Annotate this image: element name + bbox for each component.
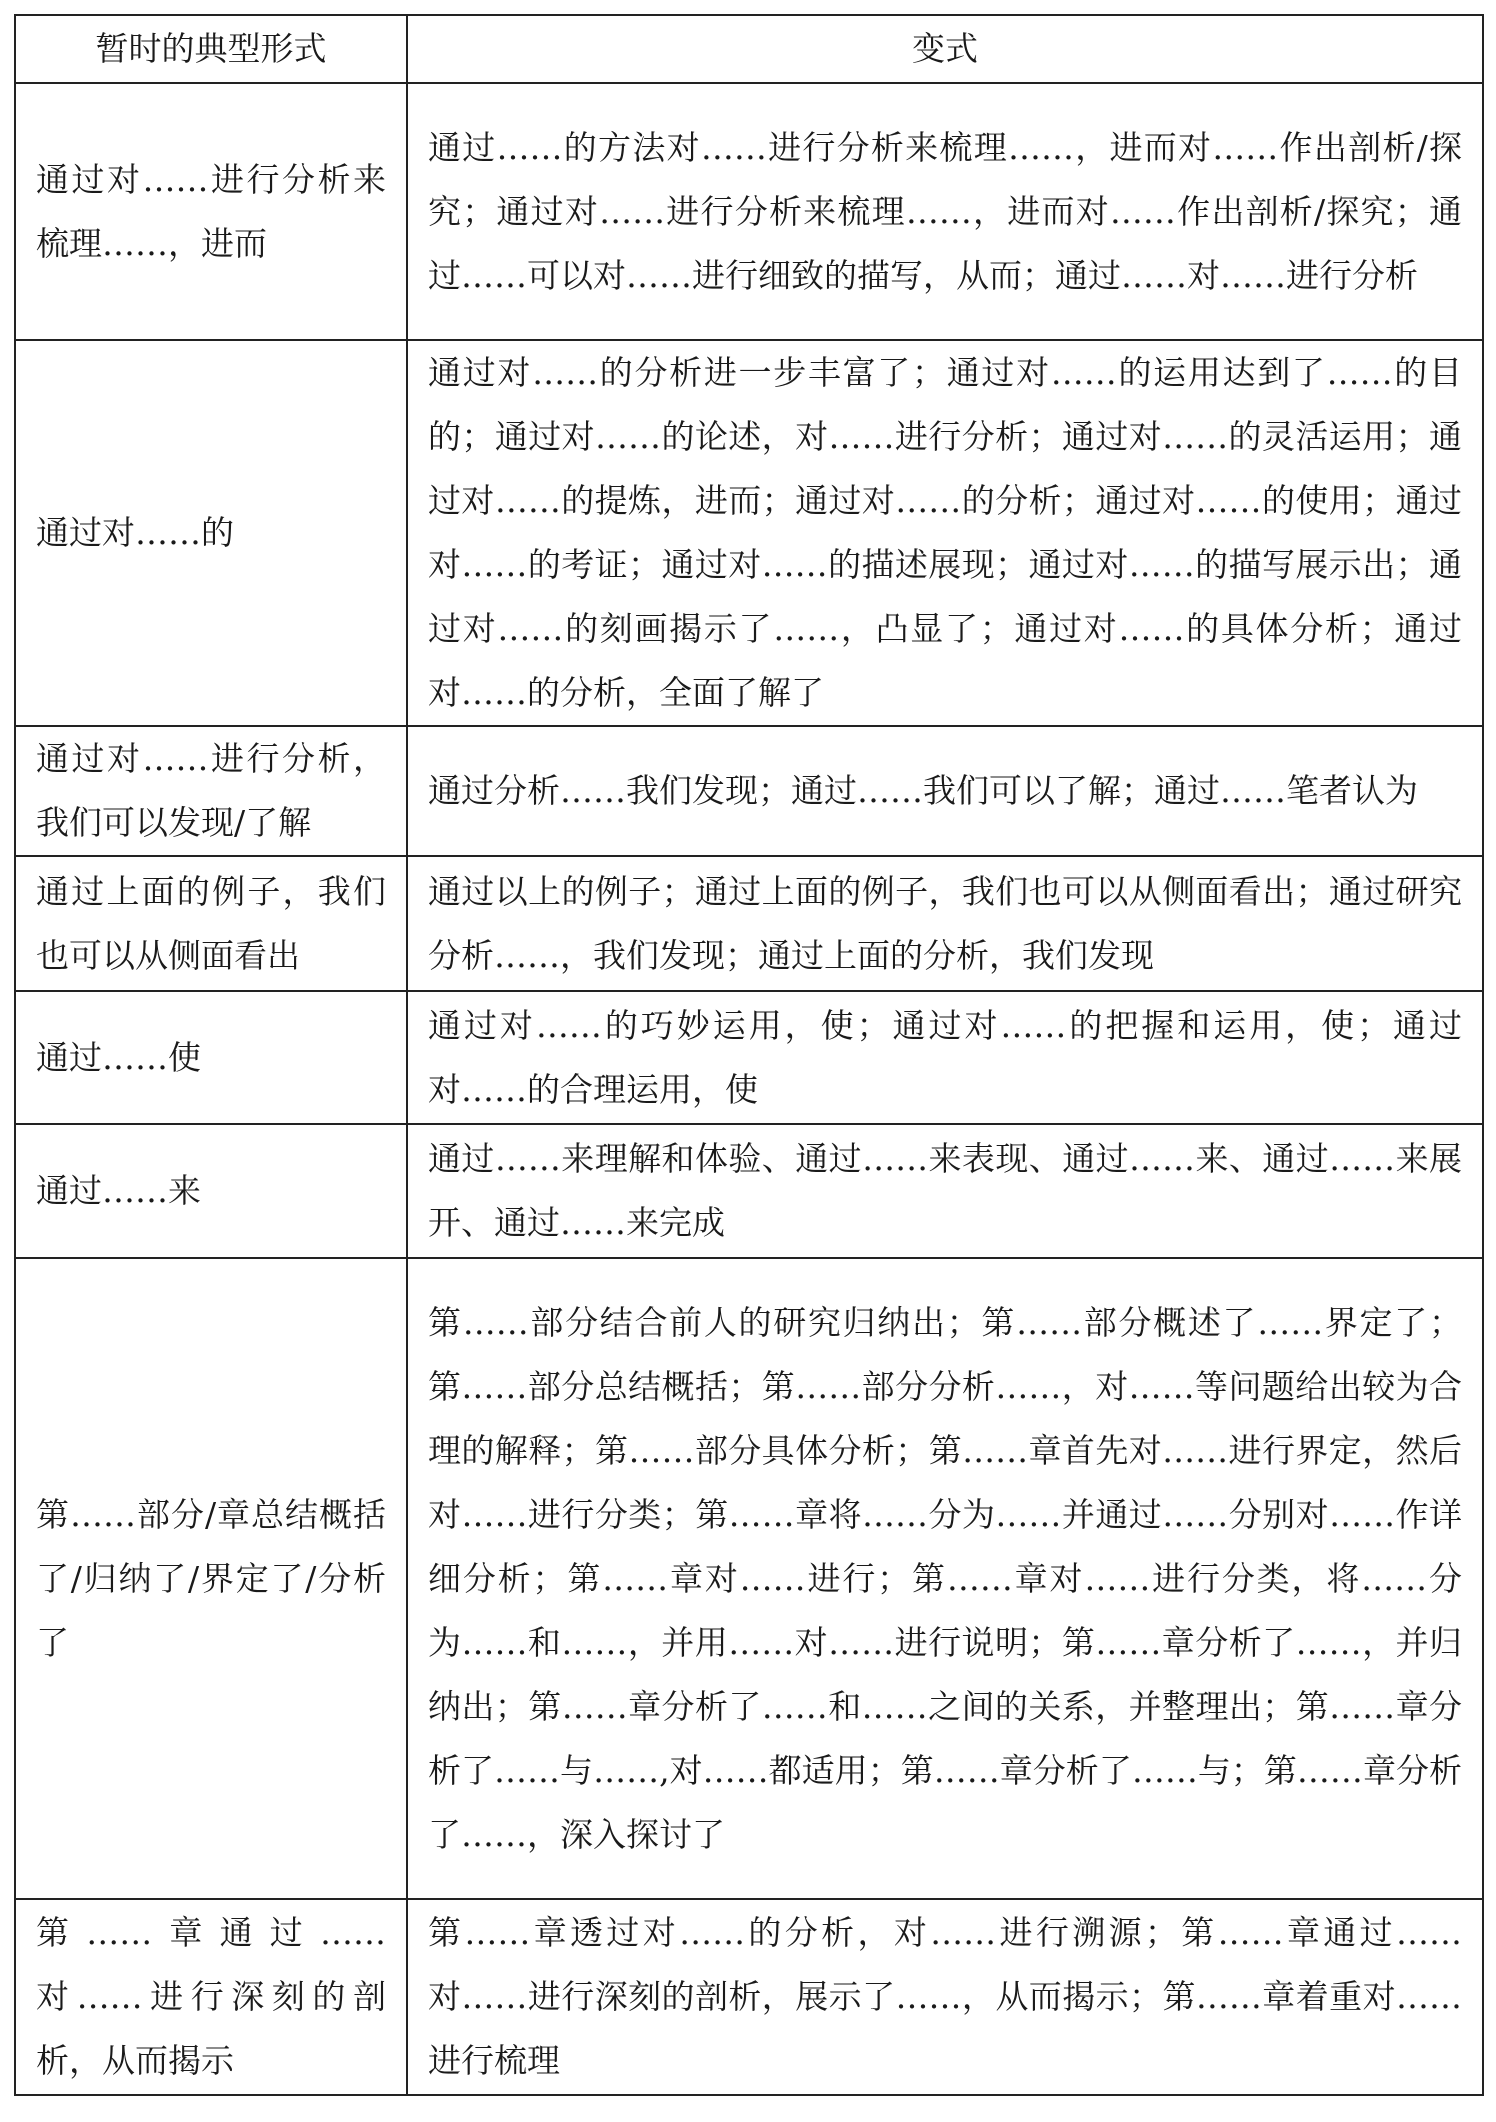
variants-cell: 通过以上的例子；通过上面的例子，我们也可以从侧面看出；通过研究分析……，我们发现；通过上面的分析，我们发现 xyxy=(407,856,1483,991)
typical-form-cell: 第……部分/章总结概括了/归纳了/界定了/分析了 xyxy=(15,1258,407,1899)
table-row xyxy=(15,726,1483,856)
variants-cell: 通过分析……我们发现；通过……我们可以了解；通过……笔者认为 xyxy=(407,726,1483,856)
variants-cell: 通过对……的分析进一步丰富了；通过对……的运用达到了……的目的；通过对……的论述，对……进行分析；通过对……的灵活运用；通过对……的提炼，进而；通过对……的分析；通过对……的使用；通过对……的考证；通过对……的描述展现；通过对……的描写展示出；通过对……的刻画揭示了……，凸显了；通过对……的具体分析；通过对……的分析，全面了解了 xyxy=(407,340,1483,726)
typical-form-cell: 第……章通过……对……进行深刻的剖析，从而揭示 xyxy=(15,1899,407,2095)
variants-cell: 通过……来理解和体验、通过……来表现、通过……来、通过……来展开、通过……来完成 xyxy=(407,1124,1483,1258)
phrase-variant-table xyxy=(14,14,1484,2096)
variants-cell: 通过……的方法对……进行分析来梳理……，进而对……作出剖析/探究；通过对……进行分析来梳理……，进而对……作出剖析/探究；通过……可以对……进行细致的描写，从而；通过……对……进行分析 xyxy=(407,83,1483,340)
typical-form-cell: 通过对……进行分析，我们可以发现/了解 xyxy=(15,726,407,856)
table-header-row xyxy=(15,15,1483,83)
typical-form-cell: 通过对……进行分析来梳理……，进而 xyxy=(15,83,407,340)
typical-form-cell: 通过对……的 xyxy=(15,340,407,726)
table-row xyxy=(15,1124,1483,1258)
typical-form-cell: 通过上面的例子，我们也可以从侧面看出 xyxy=(15,856,407,991)
variants-cell: 第……章透过对……的分析，对……进行溯源；第……章通过……对……进行深刻的剖析，展示了……，从而揭示；第……章着重对……进行梳理 xyxy=(407,1899,1483,2095)
table-row xyxy=(15,991,1483,1124)
variants-cell: 通过对……的巧妙运用，使；通过对……的把握和运用，使；通过对……的合理运用，使 xyxy=(407,991,1483,1124)
table-row xyxy=(15,856,1483,991)
table-row xyxy=(15,1258,1483,1899)
table-row xyxy=(15,1899,1483,2095)
table-row xyxy=(15,340,1483,726)
variants-cell: 第……部分结合前人的研究归纳出；第……部分概述了……界定了；第……部分总结概括；第……部分分析……，对……等问题给出较为合理的解释；第……部分具体分析；第……章首先对……进行界定，然后对……进行分类；第……章将……分为……并通过……分别对……作详细分析；第……章对……进行；第……章对……进行分类，将……分为……和……，并用……对……进行说明；第……章分析了……，并归纳出；第……章分析了……和……之间的关系，并整理出；第……章分析了……与……,对……都适用；第……章分析了……与；第……章分析了……，深入探讨了 xyxy=(407,1258,1483,1899)
typical-form-cell: 通过……使 xyxy=(15,991,407,1124)
column-header-variants: 变式 xyxy=(407,15,1483,83)
typical-form-cell: 通过……来 xyxy=(15,1124,407,1258)
column-header-typical-form: 暂时的典型形式 xyxy=(15,15,407,83)
table-row xyxy=(15,83,1483,340)
